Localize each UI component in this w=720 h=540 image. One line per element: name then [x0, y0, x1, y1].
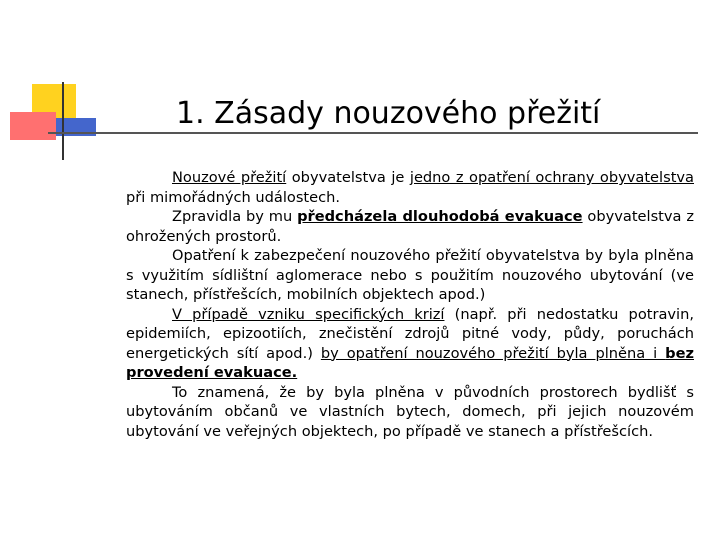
decor-horizontal-line	[48, 132, 698, 134]
decor-red-square	[10, 112, 56, 140]
term-specificke-krize: V případě vzniku specifických krizí	[172, 305, 445, 323]
paragraph-2: Zpravidla by mu předcházela dlouhodobá evakuace obyvatelstva z ohrožených prostorů.	[126, 208, 694, 245]
term-nouzove-preziti: Nouzové přežití	[172, 169, 287, 186]
term-dlouhodoba-evakuace: předcházela dlouhodobá evakuace	[297, 208, 583, 225]
slide-body	[126, 168, 694, 441]
paragraph-5: To znamená, že by byla plněna v původních prostorech bydlišť s ubytováním občanů ve vlastních bytech, domech, při jejich nouzovém ubytování ve veřejných objektech, po případě ve stanech a přístřešcích.	[126, 383, 694, 440]
term-opatreni-ochrany: jedno z opatření ochrany obyvatelstva	[409, 169, 694, 186]
paragraph-1: Nouzové přežití obyvatelstva je jedno z opatření ochrany obyvatelstva při mimořádných událostech.	[126, 169, 694, 206]
paragraph-3: Opatření k zabezpečení nouzového přežití obyvatelstva by byla plněna s využitím sídlištní aglomerace nebo s použitím nouzového ubytování (ve stanech, přístřešcích, mobilních objektech apod.)	[126, 247, 694, 303]
paragraph-4: V případě vzniku specifických krizí (např. při nedostatku potravin, epidemiích, epizootiích, znečistění zdrojů pitné vody, půdy, poruchách energetických sítí apod.) by opatření nouzového přežití byla plněna i bez provedení evakuace.	[126, 305, 694, 381]
term-bez-evakuace: bez provedení evakuace.	[126, 344, 694, 381]
slide-title: 1. Zásady nouzového přežití	[176, 96, 601, 131]
term-opatreni-plnena: by opatření nouzového přežití byla plněna i	[320, 344, 666, 362]
decor-vertical-line	[62, 82, 64, 160]
